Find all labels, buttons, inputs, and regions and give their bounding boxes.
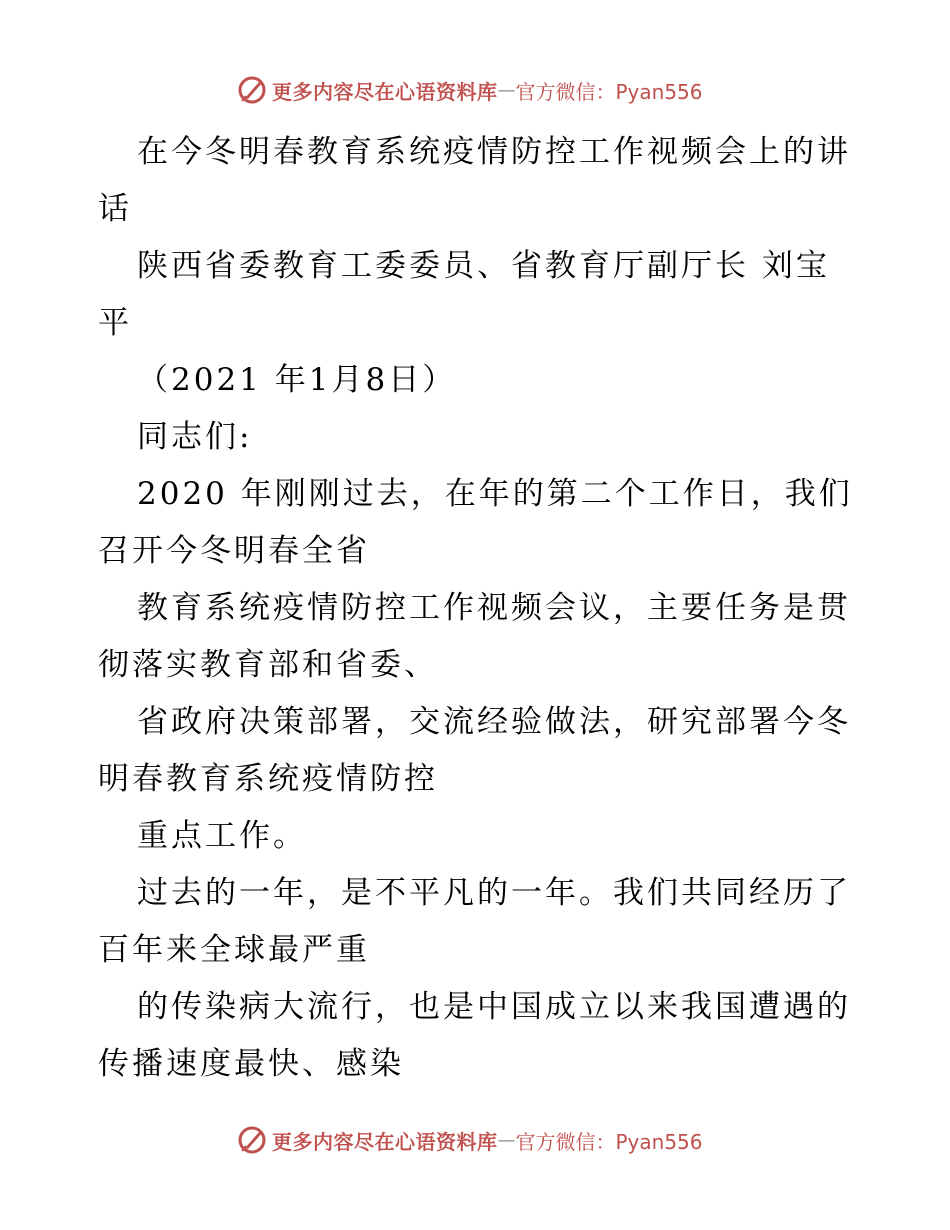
text-line: 教育系统疫情防控工作视频会议，主要任务是贯 [137, 590, 851, 626]
text-line: 过去的一年，是不平凡的一年。我们共同经历了 [137, 875, 851, 911]
text-line: 同志们: [137, 419, 253, 455]
watermark-wechat-text: 官方微信：Pyan556 [515, 79, 703, 104]
text-line: 重点工作。 [137, 818, 307, 854]
quill-pen-logo-icon [236, 74, 268, 106]
document-body [98, 124, 858, 1093]
watermark-separator: — [497, 1129, 516, 1151]
text-line: 陕西省委教育工委委员、省教育厅副厅长 刘宝 [137, 248, 830, 284]
text-line: 百年来全球最严重 [98, 932, 370, 968]
text-line: 2020 年刚刚过去，在年的第二个工作日，我们 [137, 476, 853, 512]
text-line: 明春教育系统疫情防控 [98, 761, 438, 797]
text-line: 的传染病大流行，也是中国成立以来我国遭遇的 [137, 989, 851, 1025]
watermark-main-text: 更多内容尽在心语资料库 [272, 1129, 498, 1154]
text-line: 省政府决策部署，交流经验做法，研究部署今冬 [137, 704, 851, 740]
watermark-banner-top [236, 73, 703, 107]
watermark-main-text: 更多内容尽在心语资料库 [272, 79, 498, 104]
watermark-banner-bottom [236, 1123, 703, 1157]
watermark-wechat-text: 官方微信：Pyan556 [515, 1129, 703, 1154]
text-line: 话 [98, 191, 132, 227]
text-line: 召开今冬明春全省 [98, 533, 370, 569]
text-line: 在今冬明春教育系统疫情防控工作视频会上的讲 [137, 134, 851, 170]
quill-pen-logo-icon [236, 1124, 268, 1156]
text-line: 传播速度最快、感染 [98, 1046, 404, 1082]
text-line: 平 [98, 305, 132, 341]
text-line: （2021 年1月8日） [137, 362, 457, 398]
text-line: 彻落实教育部和省委、 [98, 647, 438, 683]
watermark-separator: — [497, 79, 516, 101]
